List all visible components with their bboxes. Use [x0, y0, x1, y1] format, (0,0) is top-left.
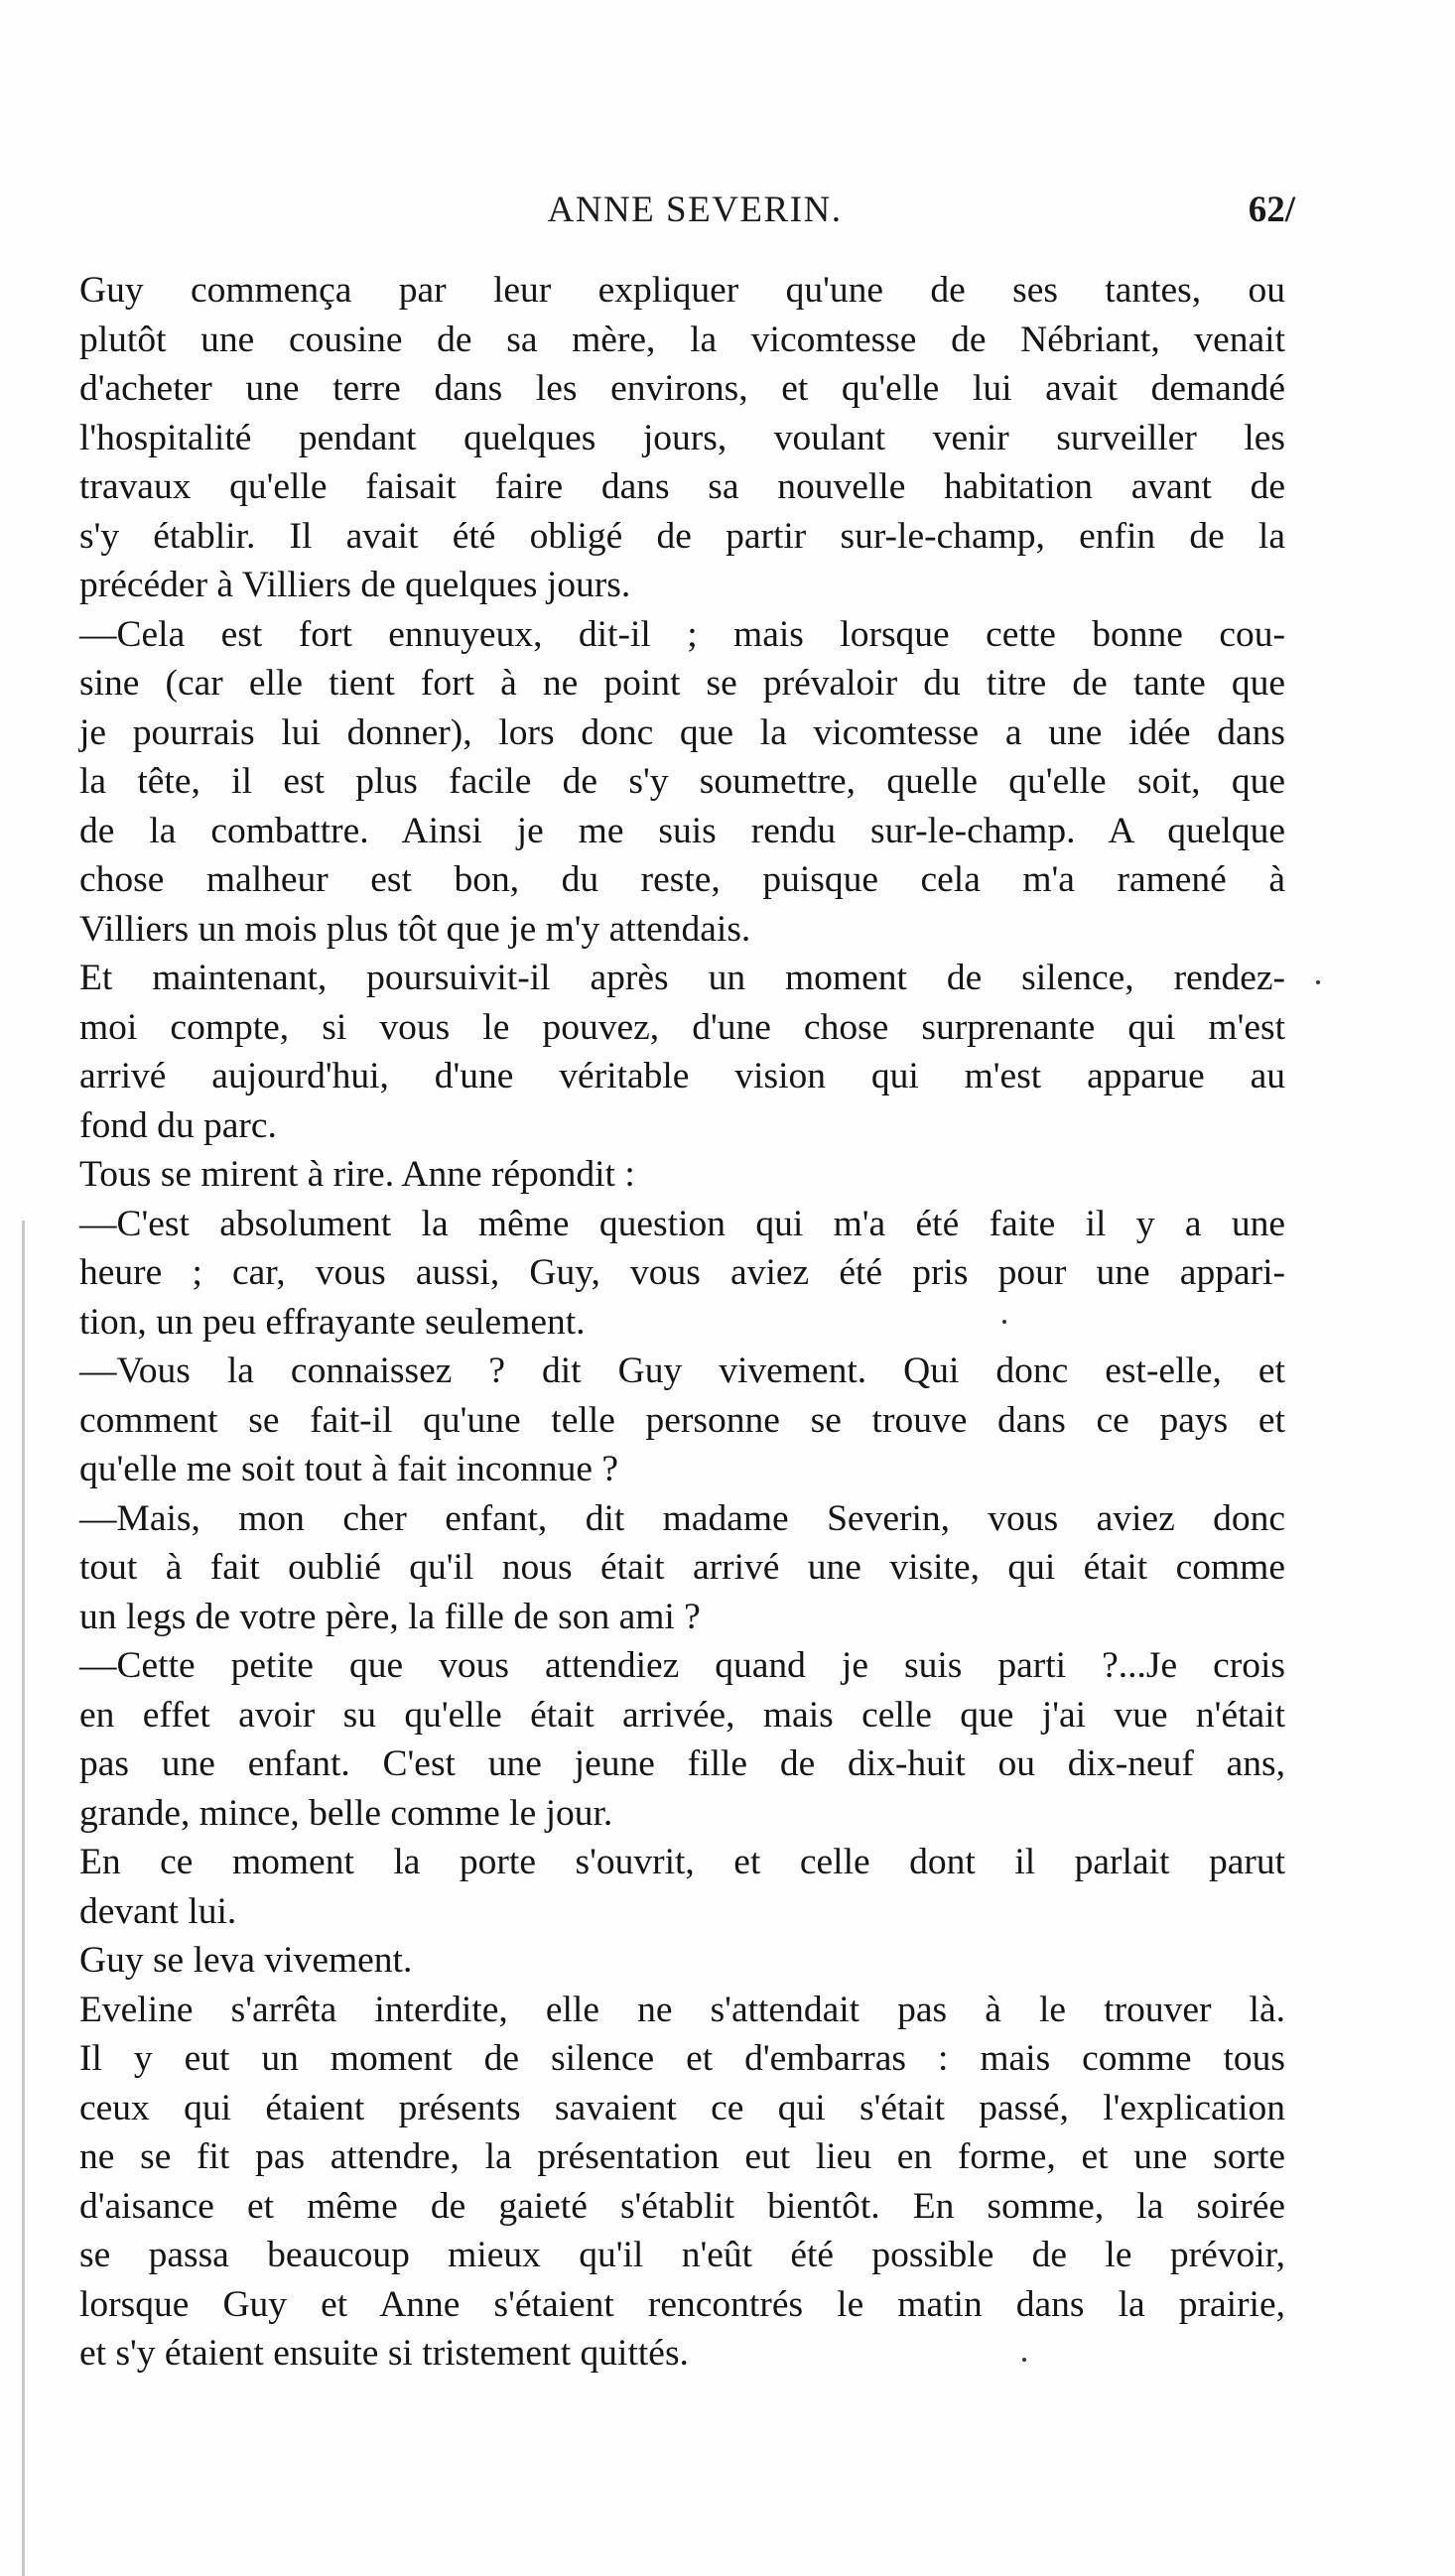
text-line: ne se fit pas attendre, la présentation eut lieu en forme, et une sorte	[79, 2136, 1285, 2177]
text-line: —Cela est fort ennuyeux, dit-il ; mais lorsque cette bonne cou-	[79, 613, 1285, 655]
text-line: sine (car elle tient fort à ne point se prévaloir du titre de tante que	[79, 663, 1285, 704]
text-line: travaux qu'elle faisait faire dans sa nouvelle habitation avant de	[79, 466, 1285, 507]
text-line: ceux qui étaient présents savaient ce qui s'était passé, l'explication	[79, 2087, 1285, 2128]
paragraph	[79, 1641, 1285, 1838]
text-line: —C'est absolument la même question qui m'a été faite il y a une	[79, 1203, 1285, 1244]
text-line: s'y établir. Il avait été obligé de partir sur-le-champ, enfin de la	[79, 515, 1285, 557]
text-line: la tête, il est plus facile de s'y soumettre, quelle qu'elle soit, que	[79, 761, 1285, 802]
text-line: lorsque Guy et Anne s'étaient rencontrés le matin dans la prairie,	[79, 2283, 1285, 2325]
text-line: Villiers un mois plus tôt que je m'y attendais.	[79, 908, 751, 950]
text-line: Guy commença par leur expliquer qu'une de ses tantes, ou	[79, 270, 1285, 311]
paragraph	[79, 1494, 1285, 1642]
text-line: grande, mince, belle comme le jour.	[79, 1792, 613, 1834]
text-line: —Cette petite que vous attendiez quand je suis parti ?...Je crois	[79, 1645, 1285, 1686]
page-edge-shadow	[22, 1221, 25, 2576]
text-line: tion, un peu effrayante seulement.	[79, 1301, 586, 1343]
text-line: qu'elle me soit tout à fait inconnue ?	[79, 1449, 619, 1489]
text-line: arrivé aujourd'hui, d'une véritable vision qui m'est apparue au	[79, 1056, 1285, 1096]
paragraph	[79, 1347, 1285, 1494]
text-line: moi compte, si vous le pouvez, d'une chose surprenante qui m'est	[79, 1006, 1285, 1048]
text-line: d'aisance et même de gaieté s'établit bientôt. En somme, la soirée	[79, 2185, 1285, 2227]
text-line: —Mais, mon cher enfant, dit madame Severin, vous aviez donc	[79, 1497, 1285, 1539]
text-line: Et maintenant, poursuivit-il après un moment de silence, rendez-	[79, 958, 1285, 998]
text-line: Il y eut un moment de silence et d'embarras : mais comme tous	[79, 2038, 1285, 2079]
text-line: Tous se mirent à rire. Anne répondit :	[79, 1154, 635, 1195]
text-line: l'hospitalité pendant quelques jours, voulant venir surveiller les	[79, 417, 1285, 458]
text-line: précéder à Villiers de quelques jours.	[79, 565, 631, 605]
paragraph	[79, 1200, 1285, 1348]
paragraph	[79, 954, 1285, 1150]
paragraph	[79, 610, 1285, 955]
paragraph	[79, 1150, 1285, 1200]
print-speck	[1002, 1320, 1006, 1324]
print-speck	[1316, 980, 1320, 984]
text-line: heure ; car, vous aussi, Guy, vous aviez été pris pour une appari-	[79, 1252, 1285, 1293]
text-line: fond du parc.	[79, 1104, 277, 1146]
text-line: —Vous la connaissez ? dit Guy vivement. Qui donc est-elle, et	[79, 1351, 1285, 1391]
paragraph	[79, 1838, 1285, 1936]
text-line: un legs de votre père, la fille de son ami ?	[79, 1596, 701, 1637]
text-line: plutôt une cousine de sa mère, la vicomtesse de Nébriant, venait	[79, 319, 1285, 360]
text-line: tout à fait oublié qu'il nous était arrivé une visite, qui était comme	[79, 1547, 1285, 1588]
text-line: Guy se leva vivement.	[79, 1940, 413, 1981]
text-line: d'acheter une terre dans les environs, et qu'elle lui avait demandé	[79, 368, 1285, 409]
paragraph	[79, 1986, 1285, 2379]
paragraph	[79, 1936, 1285, 1986]
text-line: et s'y étaient ensuite si tristement quittés.	[79, 2333, 689, 2374]
text-line: de la combattre. Ainsi je me suis rendu sur-le-champ. A quelque	[79, 810, 1285, 851]
text-line: se passa beaucoup mieux qu'il n'eût été possible de le prévoir,	[79, 2235, 1285, 2275]
print-speck	[1022, 2358, 1026, 2362]
page-header	[94, 189, 1295, 248]
running-title: ANNE SEVERIN.	[547, 190, 843, 230]
text-line: En ce moment la porte s'ouvrit, et celle dont il parlait parut	[79, 1842, 1285, 1882]
paragraph	[79, 266, 1285, 610]
text-line: comment se fait-il qu'une telle personne se trouve dans ce pays et	[79, 1399, 1285, 1441]
body-text	[79, 266, 1285, 2379]
text-line: Eveline s'arrêta interdite, elle ne s'attendait pas à le trouver là.	[79, 1989, 1285, 2030]
text-line: devant lui.	[79, 1890, 237, 1932]
text-line: chose malheur est bon, du reste, puisque cela m'a ramené à	[79, 859, 1285, 900]
text-line: en effet avoir su qu'elle était arrivée, mais celle que j'ai vue n'était	[79, 1694, 1285, 1736]
text-line: pas une enfant. C'est une jeune fille de dix-huit ou dix-neuf ans,	[79, 1743, 1285, 1784]
page-number: 62/	[1248, 190, 1295, 230]
text-line: je pourrais lui donner), lors donc que la vicomtesse a une idée dans	[79, 711, 1285, 753]
